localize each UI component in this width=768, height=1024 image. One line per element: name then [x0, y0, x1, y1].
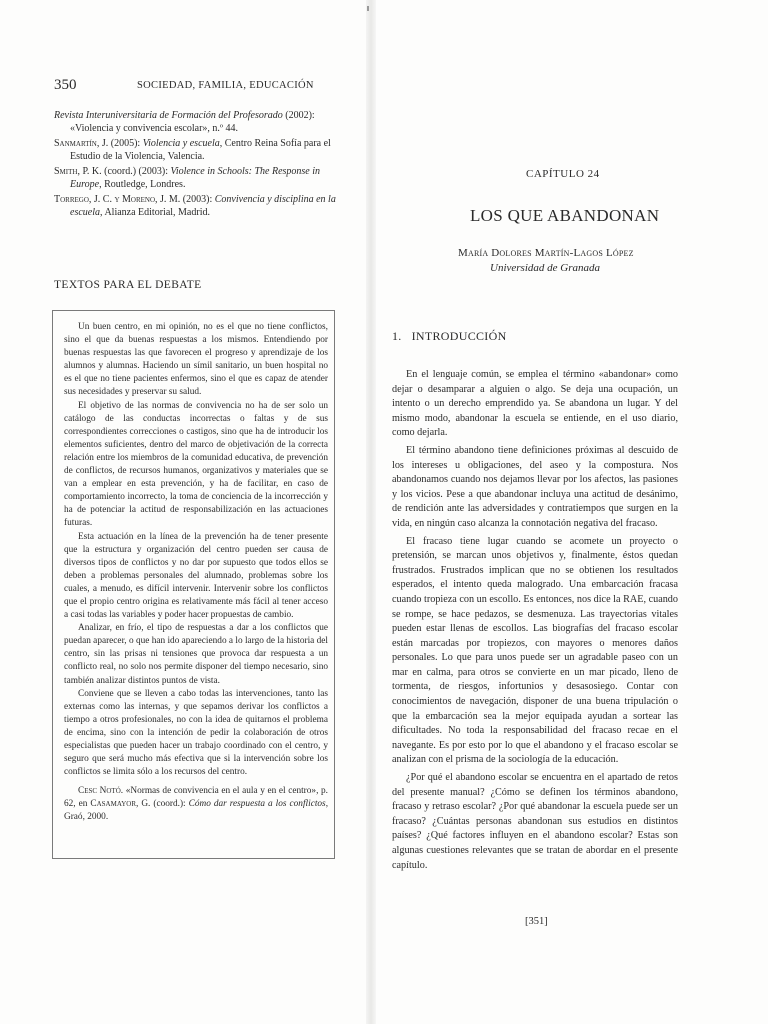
chapter-body: [392, 368, 678, 873]
left-page-number: 350: [54, 77, 77, 93]
section-heading: [392, 329, 507, 344]
debate-paragraph: Conviene que se lleven a cabo todas las intervenciones, tanto las externas como las internas, y que sepamos derivar los conflictos a tiempo a otros profesionales, no con la idea de quitarnos el problema de encima, sino con la intención de pedir la colaboración de otros especialistas que pueden hacer un trabajo coordinado con el centro, y seguro que será mucho más efectiva que si la intervención sobre los conflictos se limita sólo a los recursos del centro.: [64, 688, 328, 778]
body-paragraph: ¿Por qué el abandono escolar se encuentra en el apartado de retos del presente manual? ¿Cómo se definen los términos abandono, fracaso y retraso escolar? ¿Por qué abandonar la escuela puede ser un fracaso? ¿Cuántas personas abandonan sus estudios en distintos países? ¿Qué factores influyen en el abandono escolar? Estas son algunas cuestiones relevantes que se tratan de abordar en el presente capítulo.: [392, 772, 678, 871]
debate-citation: Cesc Notó. «Normas de convivencia en el aula y en el centro», p. 62, en Casamayor, G. (coord.): Cómo dar respuesta a los conflictos, Graó, 2000.: [64, 786, 329, 823]
right-page: [376, 0, 768, 1024]
right-page-number: [351]: [525, 916, 548, 927]
bibliography-list: [54, 109, 340, 221]
bibliography-entry: Smith, P. K. (coord.) (2003): Violence in Schools: The Response in Europe, Routledge, Londres.: [54, 166, 321, 190]
author-affiliation: Universidad de Granada: [490, 262, 600, 274]
debate-paragraph: Esta actuación en la línea de la prevención ha de tener presente que la estructura y organización del centro pueden ser causa de diversos tipos de conflictos y no dar por supuesto que todos ellos se deben a problemas personales del alumnado, problemas sobre los cuales, a menudo, es difícil intervenir. Intervenir sobre los conflictos que el propio centro origina es relativamente más fácil al tener acceso a casi todas las variables y poder hacer propuestas de cambio.: [64, 531, 328, 621]
debate-paragraph: Analizar, en frío, el tipo de respuestas a dar a los conflictos que puedan aparecer, o que han ido apareciendo a lo largo de la historia del centro, sin las prisas ni tensiones que provoca dar respuesta a un conflicto real, no solo nos permite disponer del tiempo necesario, sino también analizar distintos puntos de vista.: [64, 623, 328, 686]
body-paragraph: En el lenguaje común, se emplea el término «abandonar» como dejar o desamparar a alguien o algo. Se deja una ocupación, un intento o un derecho emprendido ya. Se abandona un lugar. Y del mismo modo, abandonar la escuela se entiende, en el uso diario, como dejarla.: [392, 369, 678, 439]
chapter-author: María Dolores Martín-Lagos López: [458, 247, 634, 259]
debate-text: [64, 321, 328, 825]
section-number: 1.: [392, 329, 402, 343]
bibliography-entry: Sanmartín, J. (2005): Violencia y escuela, Centro Reina Sofía para el Estudio de la Violencia, Valencia.: [54, 138, 331, 162]
section-title: INTRODUCCIÓN: [411, 329, 507, 343]
debate-paragraph: Un buen centro, en mi opinión, no es el que no tiene conflictos, sino el que da buenas respuestas a los mismos. Entendiendo por buenas respuestas las que favorecen el progreso y aprendizaje de los alumnos y alumnas. Haciendo un símil sanitario, un buen hospital no es el que no tiene pacientes enfermos, sino el que es capaz de atender sus necesidades y preservar su salud.: [64, 322, 328, 398]
chapter-title: LOS QUE ABANDONAN: [470, 206, 660, 225]
left-page: [0, 0, 368, 1024]
debate-paragraph: El objetivo de las normas de convivencia no ha de ser solo un catálogo de las conductas incorrectas o faltas y de sus correspondientes correcciones o castigos, sino que ha de introducir los elementos suficientes, dentro del marco de objetivación de la correcta relación entre los miembros de la comunidad educativa, de prevención de conflictos, de recursos humanos, organizativos y materiales que se van a emplear en esta prevención, y ha de facilitar, en caso de comportamiento incorrecto, la toma de conciencia de la incorrección y ha de potenciar la actitud de responsabilización en las actuaciones futuras.: [64, 400, 328, 529]
chapter-label: CAPÍTULO 24: [526, 168, 600, 180]
bibliography-entry: Revista Interuniversitaria de Formación del Profesorado (2002): «Violencia y convivencia escolar», n.º 44.: [54, 110, 315, 134]
debate-heading: TEXTOS PARA EL DEBATE: [54, 279, 202, 291]
body-paragraph: El término abandono tiene definiciones próximas al descuido de los intereses u obligaciones, del aseo y la compostura. Nos abandonamos cuando nos dejamos llevar por los afectos, las pasiones y los vicios. Pese a que abandonar incluya una actitud de desánimo, de rendición ante las adversidades y contratiempos que surgen en la vida, en ningún caso alcanza la connotación negativa del fracaso.: [392, 444, 678, 529]
body-paragraph: El fracaso tiene lugar cuando se acomete un proyecto o pretensión, se marcan unos objetivos y, finalmente, éstos quedan frustrados. Frustrados implican que no se obtienen los resultados esperados, el intento queda malogrado. Una embarcación fracasa cuando tropieza con un escollo. Es entonces, nos dice la RAE, cuando se rompe, se hace pedazos, se desmenuza. Las trayectorias vitales pueden estar llenas de escollos. Las biografías del fracaso escolar están marcadas por tropiezos, con mayores o menores daños personales. Lo que para unos puede ser un agradable paseo con un mar en calma, para otros se convierte en un mar picado, lleno de tormenta, de riesgos, infortunios y desasosiego. Contar con conocimientos de navegación, disponer de una buena tripulación o que la embarcación sea la mejor equipada ayudan a sortear las dificultades. No toda la responsabilidad del fracaso recae en el navegante. Es por esto por lo que el abandono y el fracaso escolar se analizan con el prisma de la sociología de la educación.: [392, 535, 678, 766]
bibliography-entry: Torrego, J. C. y Moreno, J. M. (2003): Convivencia y disciplina en la escuela, Alianza Editorial, Madrid.: [54, 194, 336, 218]
running-head: SOCIEDAD, FAMILIA, EDUCACIÓN: [137, 80, 314, 91]
